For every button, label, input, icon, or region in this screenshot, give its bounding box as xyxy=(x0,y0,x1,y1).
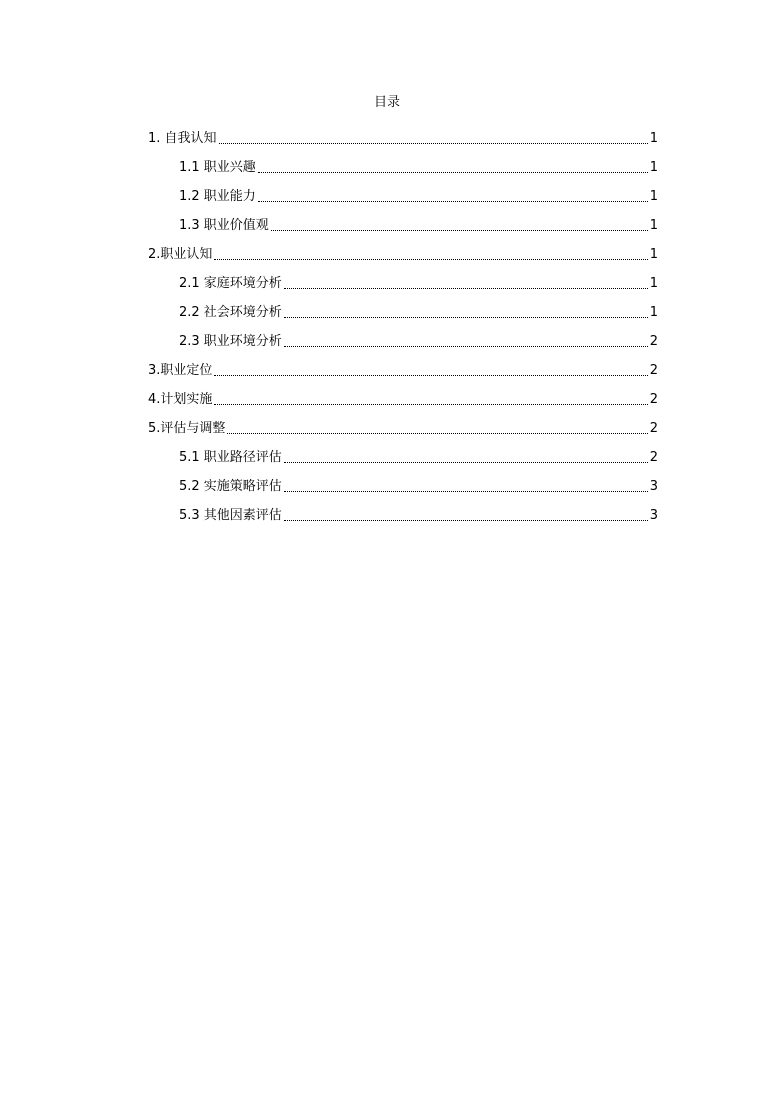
toc-page-number: 3 xyxy=(649,508,658,523)
toc-entry[interactable] xyxy=(148,468,658,497)
toc-page-number: 1 xyxy=(649,131,658,146)
toc-dot-leader xyxy=(214,259,647,260)
toc-entry-label: 1.2 职业能力 xyxy=(179,189,256,204)
toc-page-number: 2 xyxy=(649,421,658,436)
toc-dot-leader xyxy=(258,201,648,202)
toc-entry-label: 2.2 社会环境分析 xyxy=(179,305,282,320)
toc-dot-leader xyxy=(284,520,648,521)
toc-page-number: 1 xyxy=(649,276,658,291)
toc-dot-leader xyxy=(284,346,648,347)
toc-entry-label: 1.1 职业兴趣 xyxy=(179,160,256,175)
toc-entry-label: 4.计划实施 xyxy=(148,392,213,407)
toc-entry-label: 1. 自我认知 xyxy=(148,131,217,146)
table-of-contents xyxy=(148,120,658,526)
toc-entry[interactable] xyxy=(148,439,658,468)
toc-dot-leader xyxy=(227,433,647,434)
toc-entry-label: 5.评估与调整 xyxy=(148,421,226,436)
toc-entry-label: 3.职业定位 xyxy=(148,363,213,378)
toc-entry-label: 2.职业认知 xyxy=(148,247,213,262)
toc-entry[interactable] xyxy=(148,381,658,410)
toc-entry-label: 2.1 家庭环境分析 xyxy=(179,276,282,291)
toc-page-number: 2 xyxy=(649,450,658,465)
toc-dot-leader xyxy=(214,404,647,405)
toc-page-number: 1 xyxy=(649,247,658,262)
toc-dot-leader xyxy=(284,288,648,289)
toc-entry-label: 5.1 职业路径评估 xyxy=(179,450,282,465)
toc-dot-leader xyxy=(219,143,648,144)
toc-dot-leader xyxy=(284,491,648,492)
toc-dot-leader xyxy=(284,317,648,318)
toc-entry-label: 5.3 其他因素评估 xyxy=(179,508,282,523)
toc-page-number: 2 xyxy=(649,392,658,407)
toc-entry[interactable] xyxy=(148,294,658,323)
toc-dot-leader xyxy=(214,375,647,376)
toc-page-number: 1 xyxy=(649,218,658,233)
toc-entry[interactable] xyxy=(148,323,658,352)
toc-entry[interactable] xyxy=(148,149,658,178)
toc-entry[interactable] xyxy=(148,410,658,439)
toc-page-number: 1 xyxy=(649,189,658,204)
toc-entry-label: 2.3 职业环境分析 xyxy=(179,334,282,349)
toc-dot-leader xyxy=(271,230,648,231)
toc-entry[interactable] xyxy=(148,352,658,381)
toc-page-number: 2 xyxy=(649,363,658,378)
toc-entry[interactable] xyxy=(148,207,658,236)
toc-dot-leader xyxy=(284,462,648,463)
toc-dot-leader xyxy=(258,172,648,173)
toc-entry[interactable] xyxy=(148,120,658,149)
toc-entry[interactable] xyxy=(148,178,658,207)
toc-entry[interactable] xyxy=(148,497,658,526)
toc-entry-label: 1.3 职业价值观 xyxy=(179,218,269,233)
toc-page-number: 1 xyxy=(649,305,658,320)
toc-entry-label: 5.2 实施策略评估 xyxy=(179,479,282,494)
toc-page-number: 2 xyxy=(649,334,658,349)
toc-page-number: 3 xyxy=(649,479,658,494)
toc-entry[interactable] xyxy=(148,236,658,265)
toc-entry[interactable] xyxy=(148,265,658,294)
toc-page-number: 1 xyxy=(649,160,658,175)
toc-title: 目录 xyxy=(373,95,400,110)
